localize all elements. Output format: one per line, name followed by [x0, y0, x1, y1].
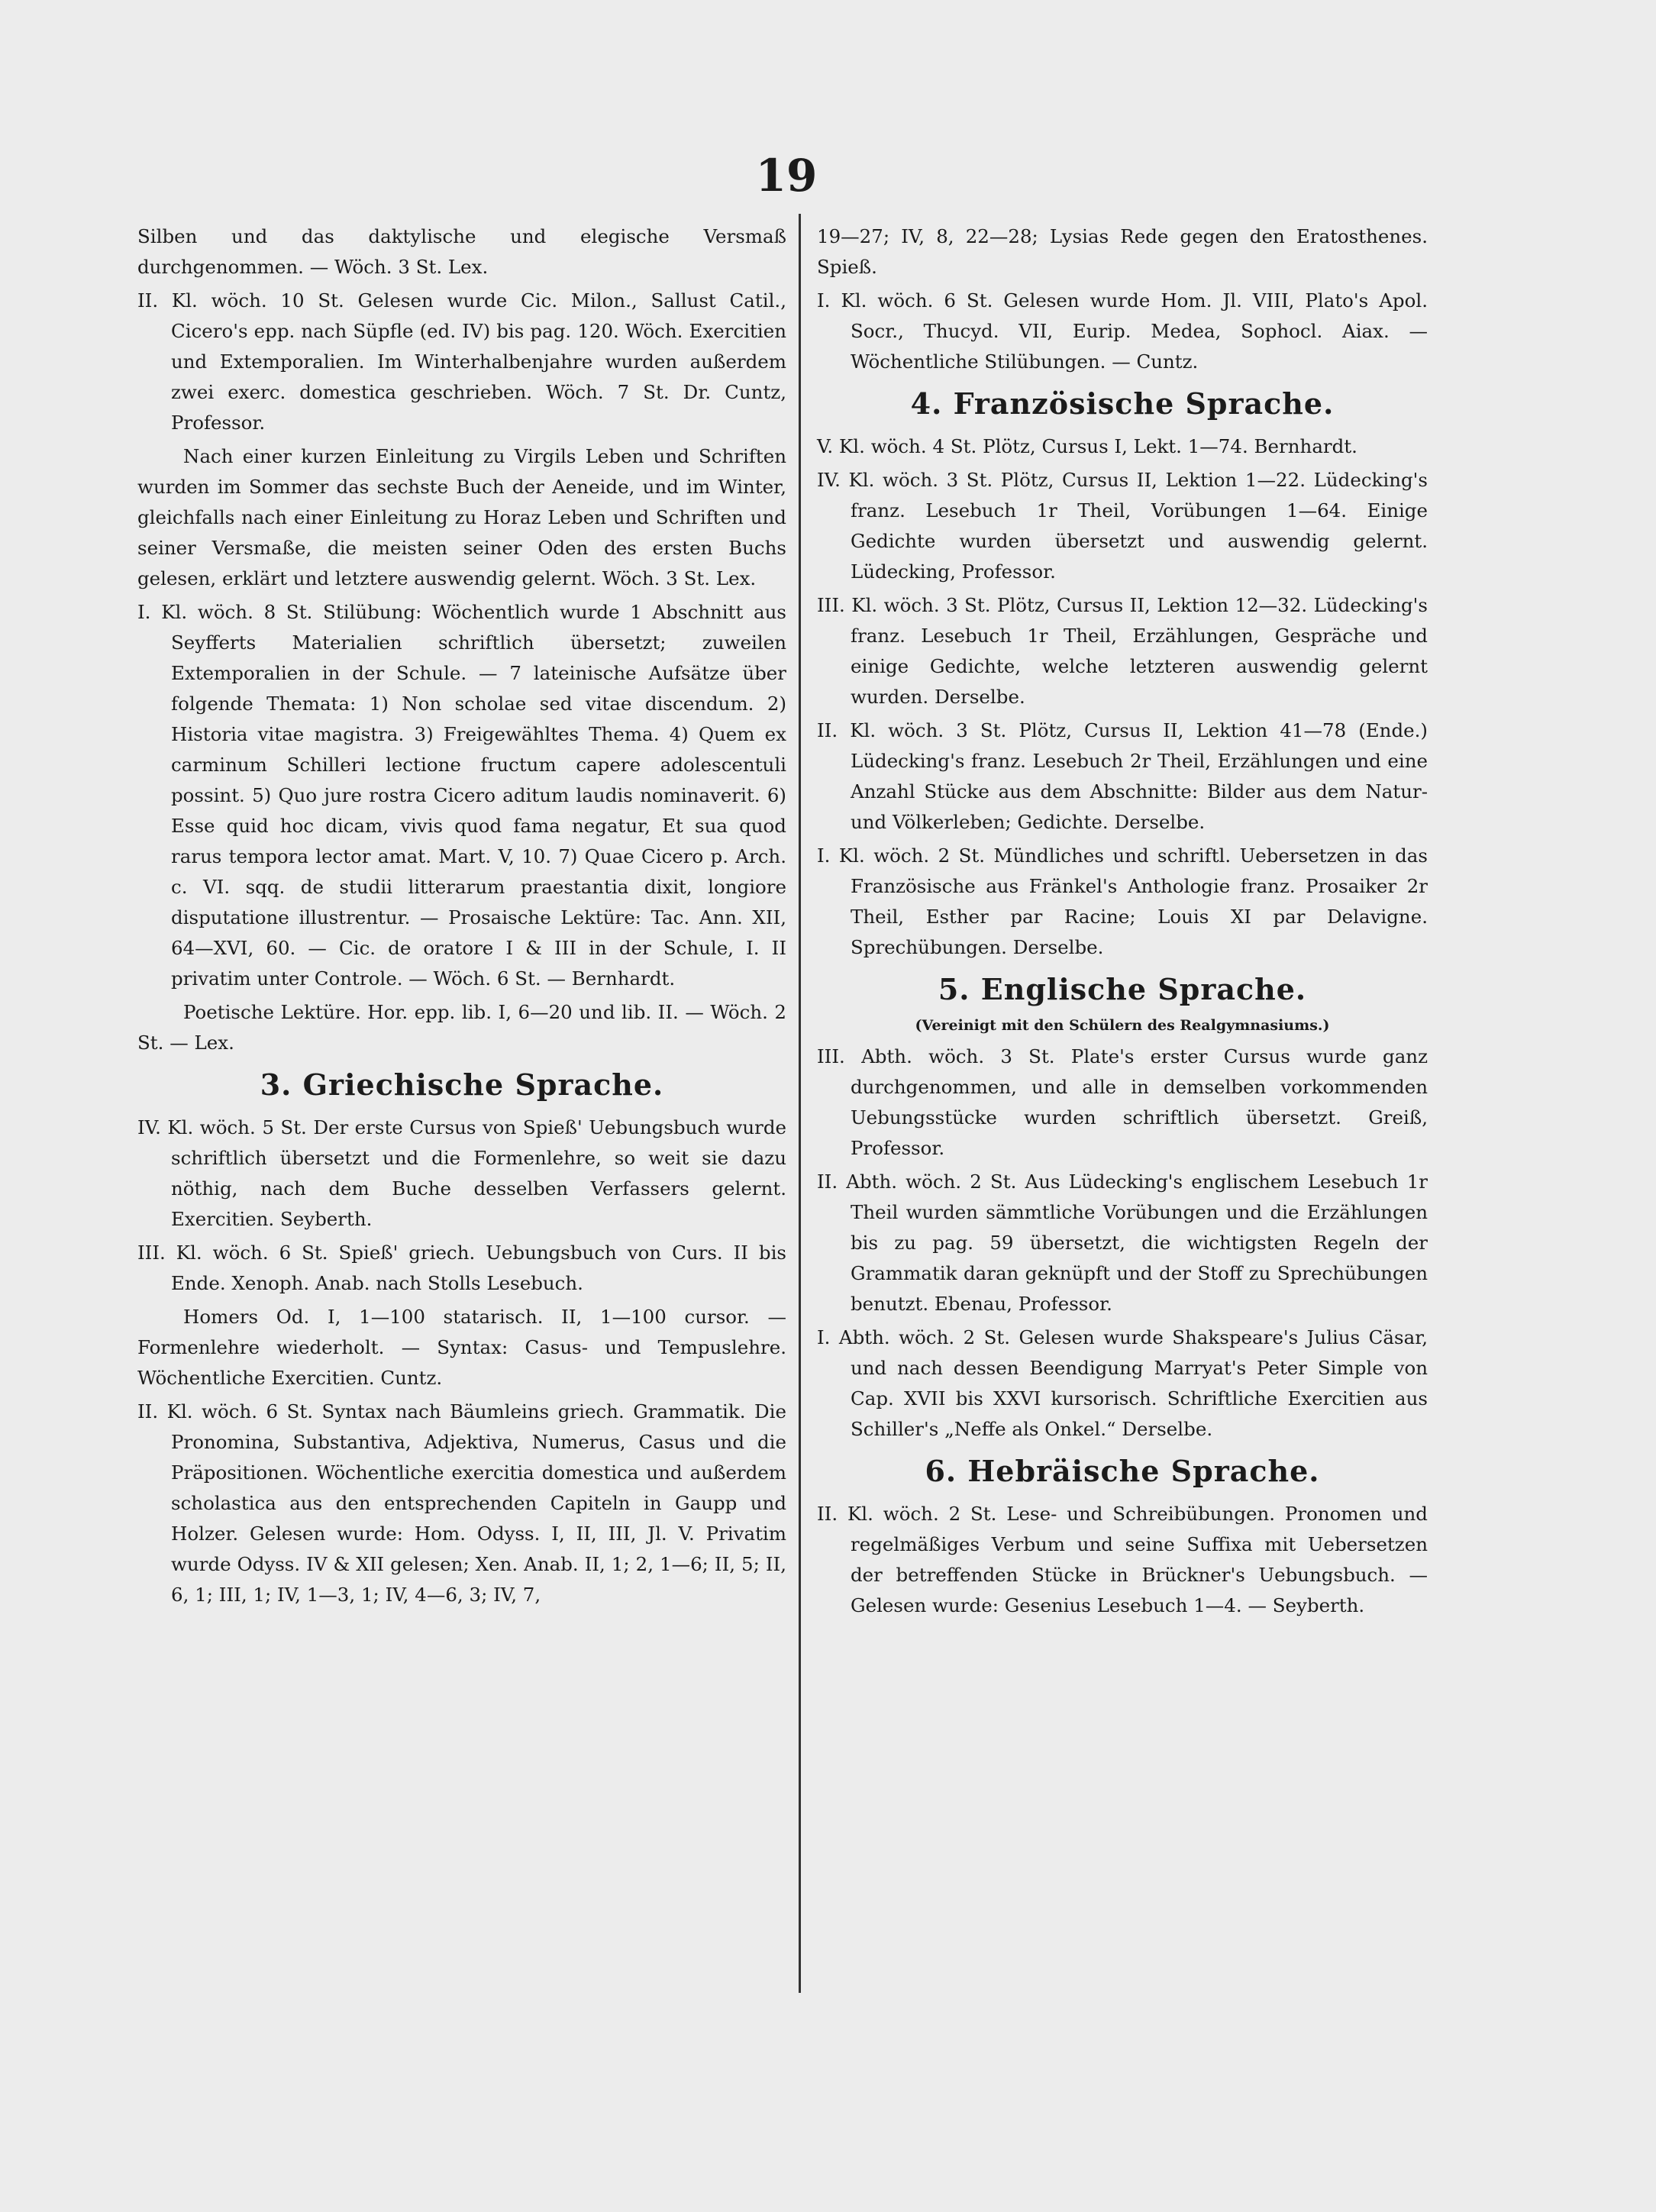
- paragraph: Poetische Lektüre. Hor. epp. lib. I, 6—20 und lib. II. — Wöch. 2 St. — Lex.: [137, 1001, 786, 1054]
- paragraph: II. Kl. wöch. 10 St. Gelesen wurde Cic. Milon., Sallust Catil., Cicero's epp. nach Süpfle (ed. IV) bis pag. 120. Wöch. Exercitien und Extemporalien. Im Winterhalbenjahre wurden außerdem zwei exerc. domestica geschrieben. Wöch. 7 St. Dr. Cuntz, Professor.: [137, 289, 786, 434]
- paragraph: III. Abth. wöch. 3 St. Plate's erster Cursus wurde ganz durchgenommen, und alle in demselben vorkommenden Uebungsstücke wurden schriftlich übersetzt. Greiß, Professor.: [817, 1045, 1428, 1159]
- paragraph: II. Kl. wöch. 6 St. Syntax nach Bäumleins griech. Grammatik. Die Pronomina, Substantiva, Adjektiva, Numerus, Casus und die Präpositionen. Wöchentliche exercitia domestica und außerdem scholastica aus den entsprechenden Capiteln in Gaupp und Holzer. Gelesen wurde: Hom. Odyss. I, II, III, Jl. V. Privatim wurde Odyss. IV & XII gelesen; Xen. Anab. II, 1; 2, 1—6; II, 5; II, 6, 1; III, 1; IV, 1—3, 1; IV, 4—6, 3; IV, 7,: [137, 1400, 786, 1606]
- column-divider: [799, 214, 801, 1993]
- paragraph: I. Abth. wöch. 2 St. Gelesen wurde Shakspeare's Julius Cäsar, und nach dessen Beendigung Marryat's Peter Simple von Cap. XVII bis XXVI kursorisch. Schriftliche Exercitien aus Schiller's „Neffe als Onkel.“ Derselbe.: [817, 1326, 1428, 1440]
- paragraph: Nach einer kurzen Einleitung zu Virgils Leben und Schriften wurden im Sommer das sechste Buch der Aeneide, und im Winter, gleichfalls nach einer Einleitung zu Horaz Leben und Schriften und seiner Versmaße, die meisten seiner Oden des ersten Buchs gelesen, erklärt und letztere auswendig gelernt. Wöch. 3 St. Lex.: [137, 445, 786, 589]
- paragraph: I. Kl. wöch. 6 St. Gelesen wurde Hom. Jl. VIII, Plato's Apol. Socr., Thucyd. VII, Eurip. Medea, Sophocl. Aiax. — Wöchentliche Stilübungen. — Cuntz.: [817, 289, 1428, 373]
- paragraph: 19—27; IV, 8, 22—28; Lysias Rede gegen den Eratosthenes. Spieß.: [817, 225, 1428, 278]
- paragraph: III. Kl. wöch. 3 St. Plötz, Cursus II, Lektion 12—32. Lüdecking's franz. Lesebuch 1r Theil, Erzählungen, Gespräche und einige Gedichte, welche letzteren auswendig gelernt wurden. Derselbe.: [817, 594, 1428, 708]
- section-heading-greek: 3. Griechische Sprache.: [260, 1067, 664, 1102]
- left-column: [137, 221, 786, 1613]
- section-heading-hebrew: 6. Hebräische Sprache.: [925, 1454, 1320, 1488]
- paragraph: Homers Od. I, 1—100 statarisch. II, 1—100 cursor. — Formenlehre wiederholt. — Syntax: Casus- und Tempuslehre. Wöchentliche Exercitien. Cuntz.: [137, 1306, 786, 1389]
- paragraph: II. Kl. wöch. 3 St. Plötz, Cursus II, Lektion 41—78 (Ende.) Lüdecking's franz. Lesebuch 2r Theil, Erzählungen und eine Anzahl Stücke aus dem Abschnitte: Bilder aus dem Natur- und Völkerleben; Gedichte. Derselbe.: [817, 719, 1428, 833]
- section-heading-english: 5. Englische Sprache.: [938, 972, 1307, 1006]
- paragraph: I. Kl. wöch. 8 St. Stilübung: Wöchentlich wurde 1 Abschnitt aus Seyfferts Materialien schriftlich übersetzt; zuweilen Extemporalien in der Schule. — 7 lateinische Aufsätze über folgende Themata: 1) Non scholae sed vitae discendum. 2) Historia vitae magistra. 3) Freigewähltes Thema. 4) Quem ex carminum Schilleri lectione fructum capere adolescentuli possint. 5) Quo jure rostra Cicero aditum laudis nominaverit. 6) Esse quid hoc dicam, vivis quod fama negatur, Et sua quod rarus tempora lector amat. Mart. V, 10. 7) Quae Cicero p. Arch. c. VI. sqq. de studii litterarum praestantia dixit, longiore disputatione illustrentur. — Prosaische Lektüre: Tac. Ann. XII, 64—XVI, 60. — Cic. de oratore I & III in der Schule, I. II privatim unter Controle. — Wöch. 6 St. — Bernhardt.: [137, 601, 786, 990]
- section-note: (Vereinigt mit den Schülern des Realgymnasiums.): [915, 1017, 1330, 1034]
- paragraph: Silben und das daktylische und elegische Versmaß durchgenommen. — Wöch. 3 St. Lex.: [137, 225, 786, 278]
- paragraph: II. Kl. wöch. 2 St. Lese- und Schreibübungen. Pronomen und regelmäßiges Verbum und seine Suffixa mit Uebersetzen der betreffenden Stücke in Brückner's Uebungsbuch. — Gelesen wurde: Gesenius Lesebuch 1—4. — Seyberth.: [817, 1503, 1428, 1616]
- page-number: 19: [755, 150, 818, 202]
- paragraph: V. Kl. wöch. 4 St. Plötz, Cursus I, Lekt. 1—74. Bernhardt.: [817, 435, 1357, 457]
- right-column: [817, 221, 1428, 1624]
- paragraph: IV. Kl. wöch. 5 St. Der erste Cursus von Spieß' Uebungsbuch wurde schriftlich übersetzt und die Formenlehre, so weit sie dazu nöthig, nach dem Buche desselben Verfassers gelernt. Exercitien. Seyberth.: [137, 1116, 786, 1230]
- paragraph: III. Kl. wöch. 6 St. Spieß' griech. Uebungsbuch von Curs. II bis Ende. Xenoph. Anab. nach Stolls Lesebuch.: [137, 1242, 786, 1294]
- paragraph: IV. Kl. wöch. 3 St. Plötz, Cursus II, Lektion 1—22. Lüdecking's franz. Lesebuch 1r Theil, Vorübungen 1—64. Einige Gedichte wurden übersetzt und auswendig gelernt. Lüdecking, Professor.: [817, 469, 1428, 583]
- paragraph: II. Abth. wöch. 2 St. Aus Lüdecking's englischem Lesebuch 1r Theil wurden sämmtliche Vorübungen und die Erzählungen bis zu pag. 59 übersetzt, die wichtigsten Regeln der Grammatik daran geknüpft und der Stoff zu Sprechübungen benutzt. Ebenau, Professor.: [817, 1171, 1428, 1315]
- paragraph: I. Kl. wöch. 2 St. Mündliches und schriftl. Uebersetzen in das Französische aus Fränkel's Anthologie franz. Prosaiker 2r Theil, Esther par Racine; Louis XI par Delavigne. Sprechübungen. Derselbe.: [817, 844, 1428, 958]
- section-heading-french: 4. Französische Sprache.: [910, 386, 1335, 421]
